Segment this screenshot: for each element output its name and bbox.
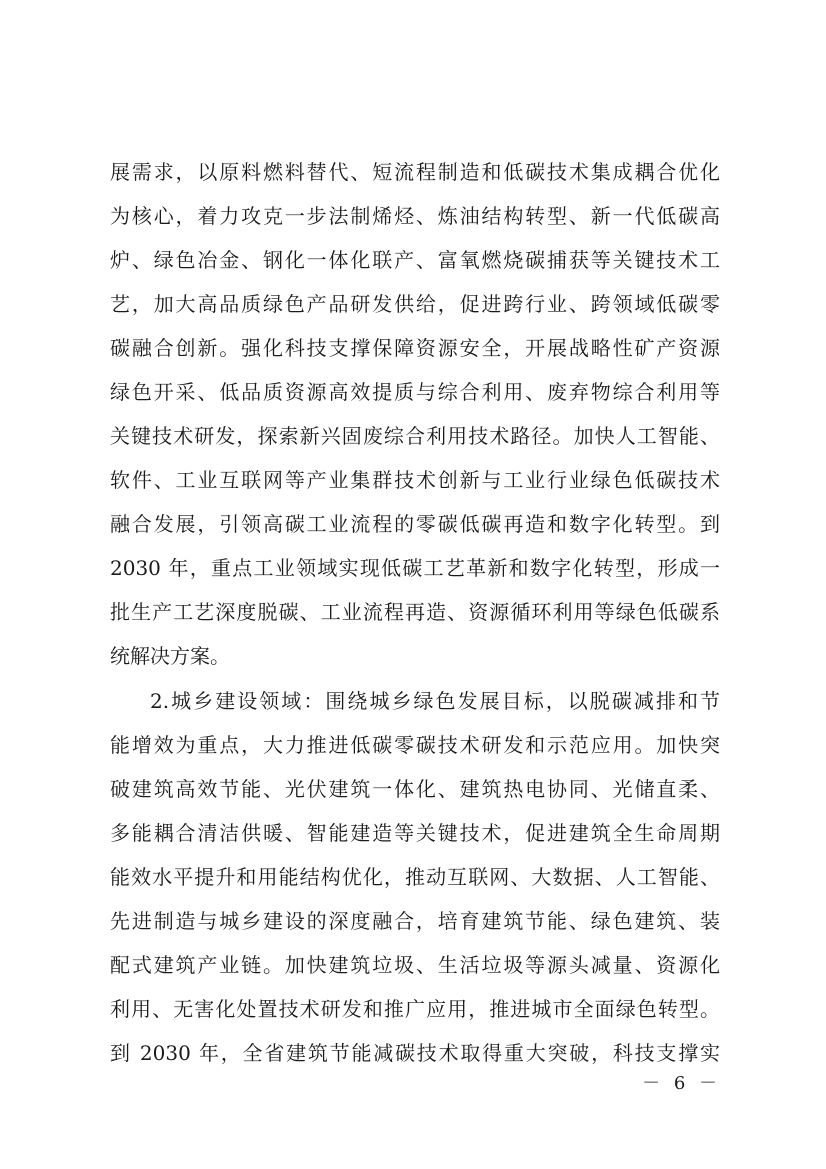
- text-line: 关键技术研发，探索新兴固废综合利用技术路径。加快人工智能、: [110, 424, 720, 448]
- text-line: 融合发展，引领高碳工业流程的零碳低碳再造和数字化转型。到: [110, 512, 720, 536]
- text-line: 配式建筑产业链。加快建筑垃圾、生活垃圾等源头减量、资源化: [110, 953, 720, 977]
- text-line: 破建筑高效节能、光伏建筑一体化、建筑热电协同、光储直柔、: [110, 777, 720, 801]
- text-line: 统解决方案。: [110, 644, 230, 668]
- text-line: 软件、工业互联网等产业集群技术创新与工业行业绿色低碳技术: [110, 468, 720, 492]
- text-line: 艺，加大高品质绿色产品研发供给，促进跨行业、跨领域低碳零: [110, 292, 720, 316]
- page-number: － 6 －: [642, 1073, 721, 1094]
- text-line: 多能耦合清洁供暖、智能建造等关键技术，促进建筑全生命周期: [110, 821, 720, 845]
- text-line: 批生产工艺深度脱碳、工业流程再造、资源循环利用等绿色低碳系: [110, 600, 720, 624]
- text-line: 碳融合创新。强化科技支撑保障资源安全，开展战略性矿产资源: [110, 336, 720, 360]
- text-line: 能效水平提升和用能结构优化，推动互联网、大数据、人工智能、: [110, 865, 720, 889]
- text-line: 展需求，以原料燃料替代、短流程制造和低碳技术集成耦合优化: [110, 160, 720, 184]
- text-line: 绿色开采、低品质资源高效提质与综合利用、废弃物综合利用等: [110, 380, 720, 404]
- text-line: 为核心，着力攻克一步法制烯烃、炼油结构转型、新一代低碳高: [110, 204, 720, 228]
- text-line: 先进制造与城乡建设的深度融合，培育建筑节能、绿色建筑、装: [110, 909, 720, 933]
- text-line: 利用、无害化处置技术研发和推广应用，推进城市全面绿色转型。: [110, 997, 720, 1021]
- paragraph-urban-rural-construction: [110, 679, 720, 1075]
- text-line: 到 2030 年，全省建筑节能减碳技术取得重大突破，科技支撑实: [110, 1041, 720, 1065]
- paragraph-heading-line: 2.城乡建设领域：围绕城乡绿色发展目标，以脱碳减排和节: [150, 689, 720, 713]
- text-line: 炉、绿色冶金、钢化一体化联产、富氧燃烧碳捕获等关键技术工: [110, 248, 720, 272]
- text-line: 2030 年，重点工业领域实现低碳工艺革新和数字化转型，形成一: [110, 556, 720, 580]
- document-body: [110, 150, 720, 1075]
- paragraph-industry: [110, 150, 720, 678]
- text-line: 能增效为重点，大力推进低碳零碳技术研发和示范应用。加快突: [110, 733, 720, 757]
